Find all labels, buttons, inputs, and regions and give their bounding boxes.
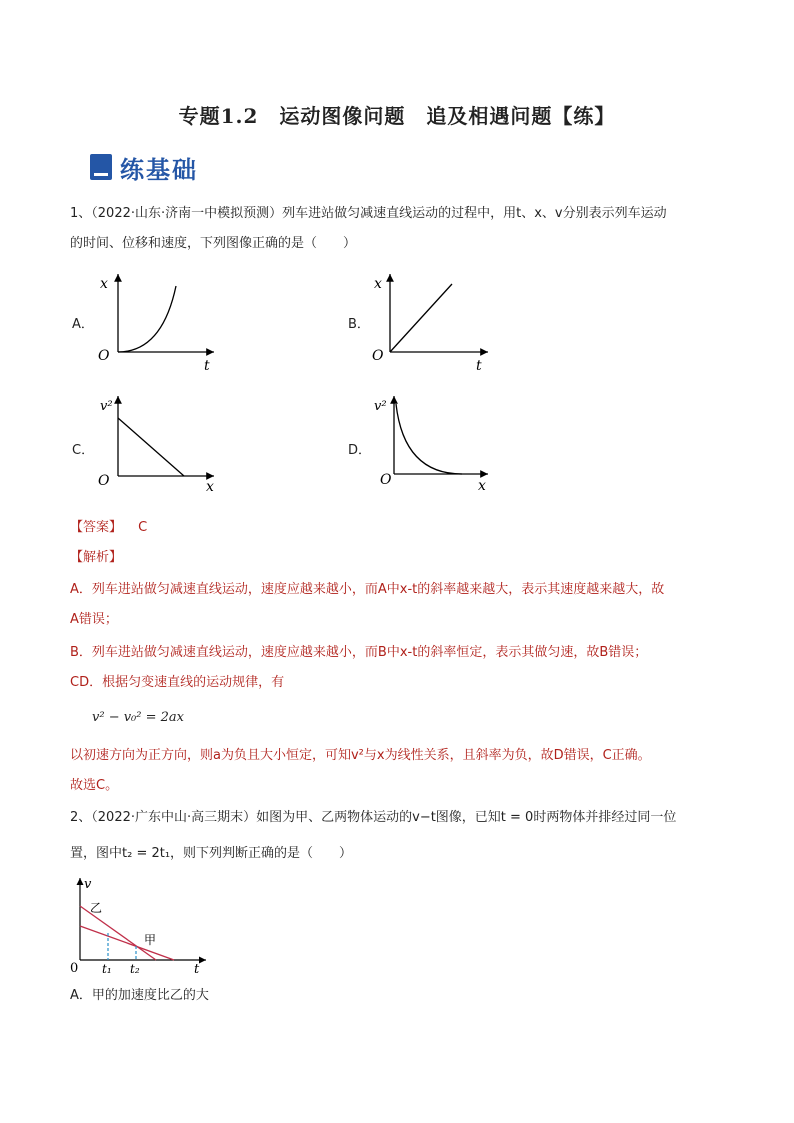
option-b-label: B． [348,317,370,332]
graph-vt-origin: 0 [70,961,79,976]
graph-vt-ylabel: v [84,877,92,892]
graph-a-origin: O [98,348,110,364]
graph-vt-jia-label: 甲 [144,933,157,947]
section-label: 练基础 [120,155,198,184]
graph-a-ylabel: x [100,276,108,292]
graph-d-ylabel: v² [374,399,387,414]
graph-d-origin: O [380,472,392,488]
option-c-label: C． [72,443,95,458]
analysis-line-2: A错误； [70,612,118,627]
q2-line1: 2、（2022·广东中山·高三期末）如图为甲、乙两物体运动的v−t图像，已知t = 0时两物体并排经过同一位 [70,810,677,825]
answer-row [70,516,147,535]
graph-vt-yi-label: 乙 [90,901,103,915]
formula: v² − v₀² = 2ax [92,710,184,725]
q2-line2: 置，图中t₂ = 2t₁，则下列判断正确的是（ ） [70,846,353,861]
graph-a [92,268,222,376]
analysis-line-1: A．列车进站做匀减速直线运动，速度应越来越小，而A中x-t的斜率越来越大，表示其速度越来越大，故 [70,582,665,597]
graph-c-xlabel: x [206,479,214,495]
option-a-label: A． [72,317,94,332]
q1-line2: 的时间、位移和速度，下列图像正确的是（ ） [70,236,357,251]
graph-c-origin: O [98,473,110,489]
graph-vt [64,874,214,978]
graph-c [92,392,222,500]
graph-b-origin: O [372,348,384,364]
conclusion-line-2: 故选C。 [70,778,119,793]
graph-b-xlabel: t [476,358,482,374]
graph-d-xlabel: x [478,478,486,494]
graph-b-ylabel: x [374,276,382,292]
answer-value: C [138,520,148,535]
graph-vt-t2: t₂ [130,962,140,976]
analysis-line-4: CD．根据匀变速直线的运动规律，有 [70,675,285,690]
page-title: 专题1.2 运动图像问题 追及相遇问题【练】 [178,104,616,128]
q2-option-a: A．甲的加速度比乙的大 [70,988,209,1003]
graph-a-xlabel: t [204,358,210,374]
graph-c-ylabel: v² [100,399,113,414]
q1-line1: 1、（2022·山东·济南一中模拟预测）列车进站做匀减速直线运动的过程中，用t、x、v分别表示列车运动 [70,206,667,221]
book-icon [90,154,112,180]
analysis-tag: 【解析】 [70,550,123,565]
answer-tag: 【答案】 [70,520,123,535]
graph-b [366,268,496,376]
graph-vt-t1: t₁ [102,962,112,976]
graph-vt-xlabel: t [194,962,200,977]
graph-d [366,392,496,500]
option-d-label: D． [348,443,372,458]
analysis-line-3: B．列车进站做匀减速直线运动，速度应越来越小，而B中x-t的斜率恒定，表示其做匀速，故B错误； [70,645,648,660]
section-header [90,150,198,184]
conclusion-line-1: 以初速方向为正方向，则a为负且大小恒定，可知v²与x为线性关系，且斜率为负，故D错误，C正确。 [70,748,651,763]
